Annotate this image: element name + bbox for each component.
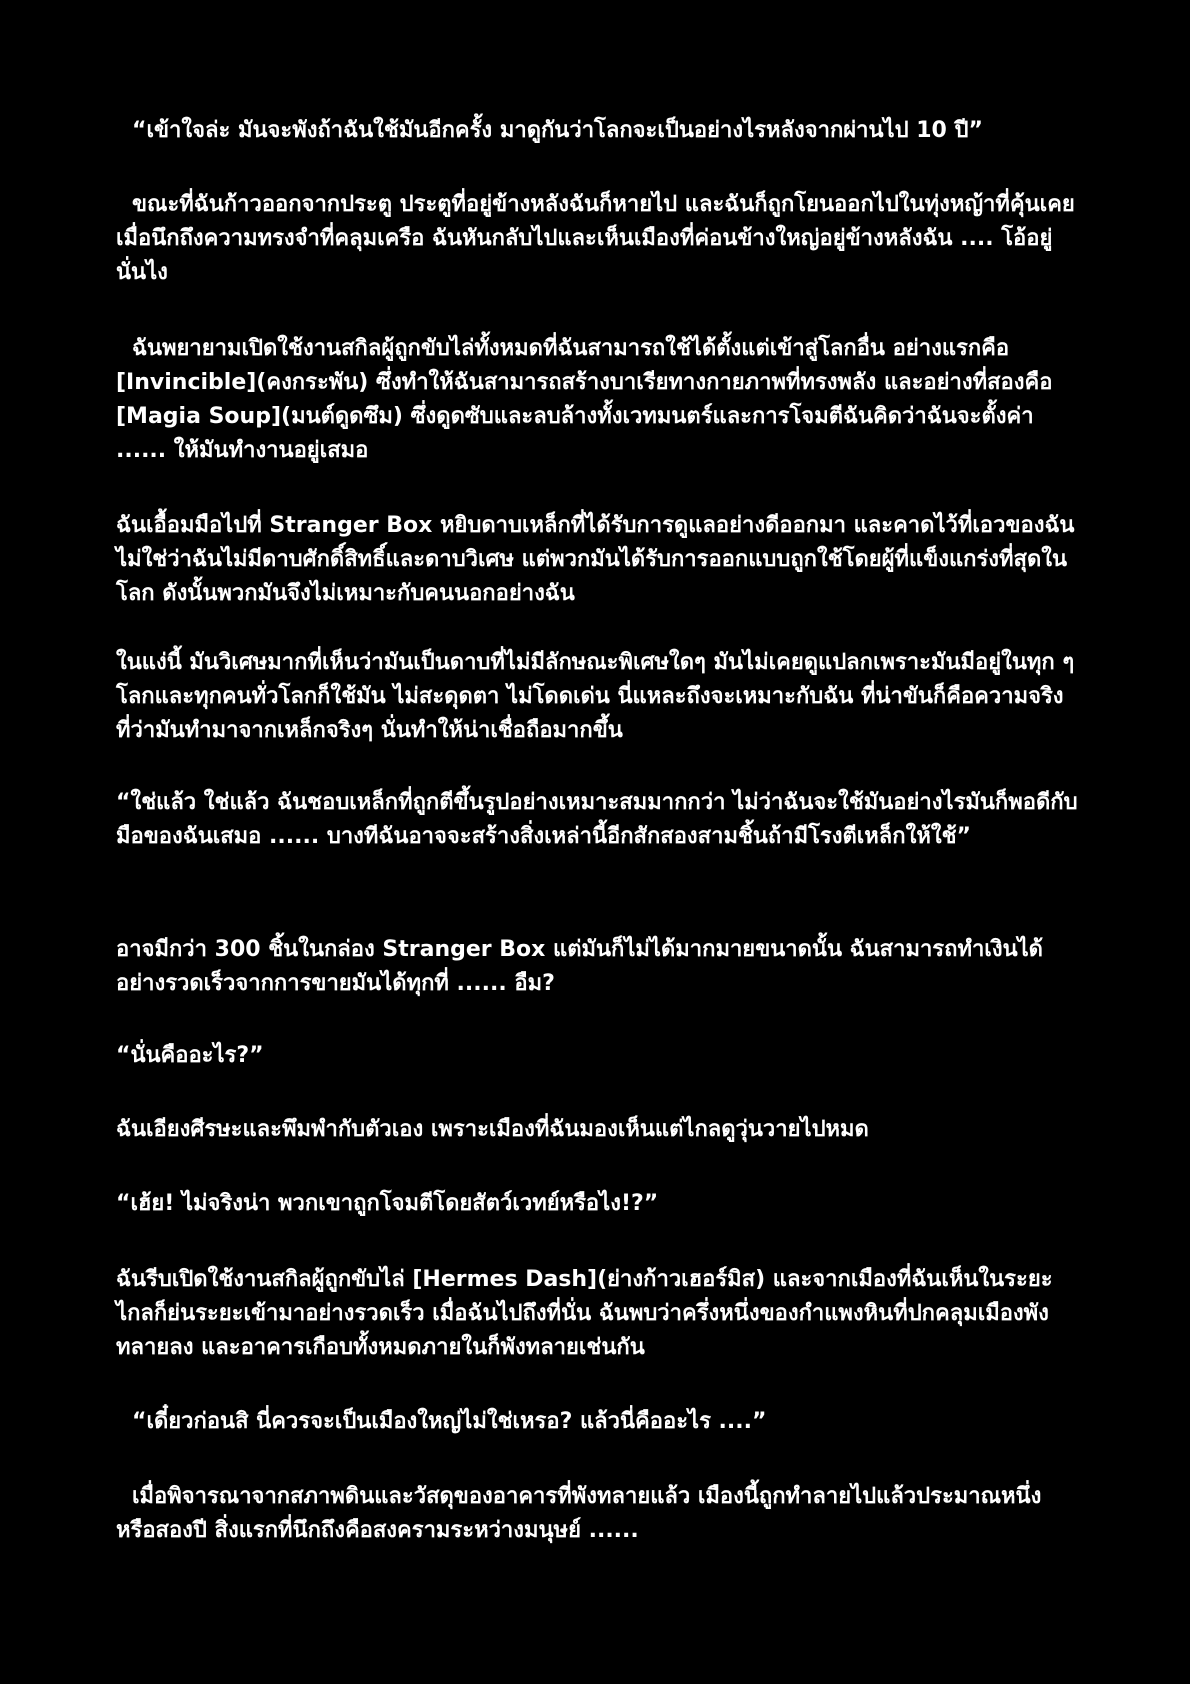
paragraph-1: “เข้าใจล่ะ มันจะพังถ้าฉันใช้มันอีกครั้ง มาดูกันว่าโลกจะเป็นอย่างไรหลังจากผ่านไป 10 ปี” [132, 118, 983, 143]
paragraph-3: ฉันพยายามเปิดใช้งานสกิลผู้ถูกขับไล่ทั้งหมดที่ฉันสามารถใช้ได้ตั้งแต่เข้าสู่โลกอื่น อย่างแรกคือ [Invincible](คงกระพัน) ซึ่งทำให้ฉันสามารถสร้างบาเรียทางกายภาพที่ทรงพลัง และอย่างที่สองคือ [Magia Soup](มนต์ดูดซึม) ซึ่งดูดซับและลบล้างทั้งเวทมนตร์และการโจมตีฉันคิดว่าฉันจะตั้งค่า ...... ให้มันทำงานอยู่เสมอ [116, 336, 1053, 463]
paragraph-2: ขณะที่ฉันก้าวออกจากประตู ประตูที่อยู่ข้างหลังฉันก็หายไป และฉันก็ถูกโยนออกไปในทุ่งหญ้าที่คุ้นเคย เมื่อนึกถึงความทรงจำที่คลุมเครือ ฉันหันกลับไปและเห็นเมืองที่ค่อนข้างใหญ่อยู่ข้างหลังฉัน .... โอ้อยู่นั่นไง [116, 192, 1075, 285]
paragraph-11: ฉันรีบเปิดใช้งานสกิลผู้ถูกขับไล่ [Hermes Dash](ย่างก้าวเฮอร์มิส) และจากเมืองที่ฉันเห็นในระยะไกลก็ย่นระยะเข้ามาอย่างรวดเร็ว เมื่อฉันไปถึงที่นั่น ฉันพบว่าครึ่งหนึ่งของกำแพงหินที่ปกคลุมเมืองพังทลายลง และอาคารเกือบทั้งหมดภายในก็พังทลายเช่นกัน [116, 1267, 1053, 1360]
paragraph-10: “เฮ้ย! ไม่จริงน่า พวกเขาถูกโจมตีโดยสัตว์เวทย์หรือไง!?” [116, 1191, 659, 1216]
paragraph-9: ฉันเอียงศีรษะและพึมพำกับตัวเอง เพราะเมืองที่ฉันมองเห็นแต่ไกลดูวุ่นวายไปหมด [116, 1117, 869, 1142]
paragraph-13: เมื่อพิจารณาจากสภาพดินและวัสดุของอาคารที่พังทลายแล้ว เมืองนี้ถูกทำลายไปแล้วประมาณหนึ่งหรือสองปี สิ่งแรกที่นึกถึงคือสงครามระหว่างมนุษย์ ...... [116, 1484, 1042, 1543]
paragraph-8: “นั่นคืออะไร?” [116, 1043, 264, 1068]
paragraph-5: ในแง่นี้ มันวิเศษมากที่เห็นว่ามันเป็นดาบที่ไม่มีลักษณะพิเศษใดๆ มันไม่เคยดูแปลกเพราะมันมีอยู่ในทุก ๆ โลกและทุกคนทั่วโลกก็ใช้มัน ไม่สะดุดตา ไม่โดดเด่น นี่แหละถึงจะเหมาะกับฉัน ที่น่าขันก็คือความจริงที่ว่ามันทำมาจากเหล็กจริงๆ นั่นทำให้น่าเชื่อถือมากขึ้น [116, 650, 1075, 743]
paragraph-6: “ใช่แล้ว ใช่แล้ว ฉันชอบเหล็กที่ถูกตีขึ้นรูปอย่างเหมาะสมมากกว่า ไม่ว่าฉันจะใช้มันอย่างไรมันก็พอดีกับมือของฉันเสมอ ...... บางทีฉันอาจจะสร้างสิ่งเหล่านี้อีกสักสองสามชิ้นถ้ามีโรงตีเหล็กให้ใช้” [116, 790, 1078, 849]
paragraph-12: “เดี๋ยวก่อนสิ นี่ควรจะเป็นเมืองใหญ่ไม่ใช่เหรอ? แล้วนี่คืออะไร ....” [132, 1409, 767, 1434]
paragraph-4: ฉันเอื้อมมือไปที่ Stranger Box หยิบดาบเหล็กที่ได้รับการดูแลอย่างดีออกมา และคาดไว้ที่เอวของฉัน ไม่ใช่ว่าฉันไม่มีดาบศักดิ์สิทธิ์และดาบวิเศษ แต่พวกมันได้รับการออกแบบถูกใช้โดยผู้ที่แข็งแกร่งที่สุดในโลก ดังนั้นพวกมันจึงไม่เหมาะกับคนนอกอย่างฉัน [116, 513, 1075, 606]
paragraph-7: อาจมีกว่า 300 ชิ้นในกล่อง Stranger Box แต่มันก็ไม่ได้มากมายขนาดนั้น ฉันสามารถทำเงินได้อย่างรวดเร็วจากการขายมันได้ทุกที่ ...... อืม? [116, 937, 1043, 996]
